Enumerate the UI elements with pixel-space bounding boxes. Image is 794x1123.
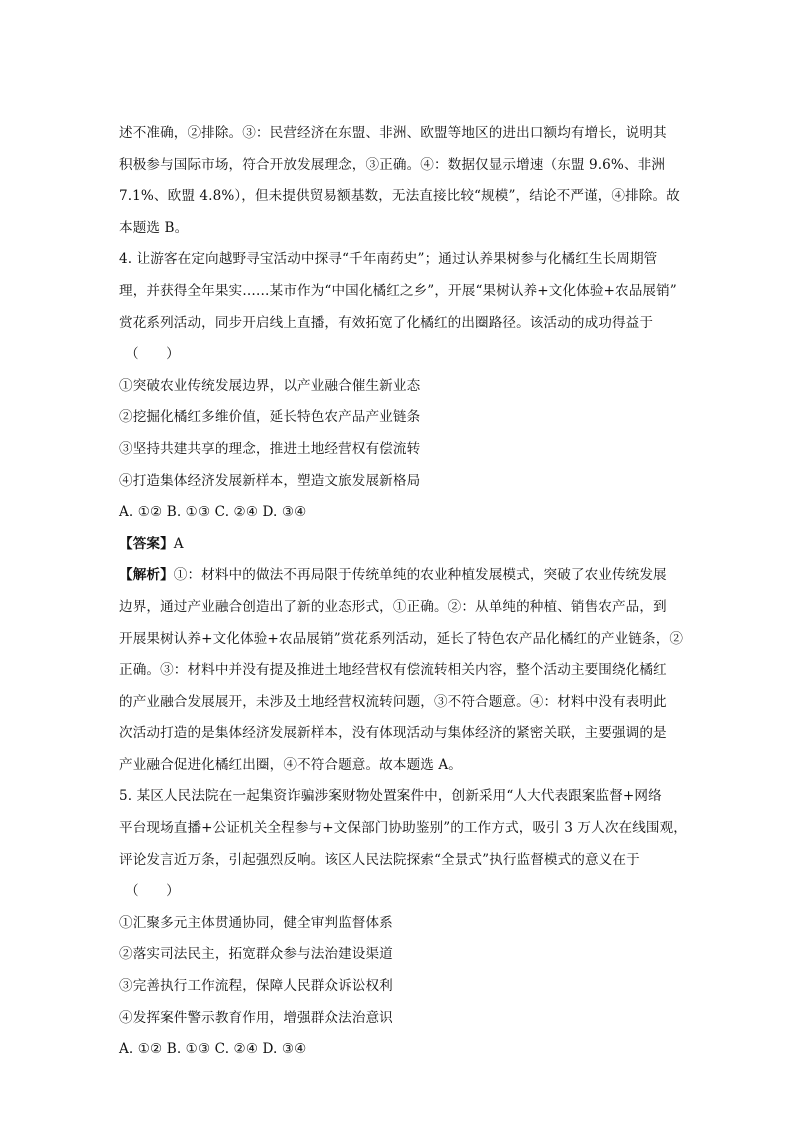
q4-option-3: ③坚持共建共享的理念，推进土地经营权有偿流转 [119, 440, 421, 457]
q3-analysis-line: 积极参与国际市场，符合开放发展理念，③正确。④：数据仅显示增速（东盟 9.6%、非洲 [119, 156, 666, 173]
answer-value: A [173, 535, 184, 552]
q4-answer [119, 529, 679, 561]
q4-option-1: ①突破农业传统发展边界，以产业融合催生新业态 [119, 377, 421, 394]
q4-option-4: ④打造集体经济发展新样本，塑造文旅发展新格局 [119, 472, 421, 489]
analysis-label: 【解析】 [119, 567, 174, 584]
q4-analysis-line: 次活动打造的是集体经济发展新样本，没有体现活动与集体经济的紧密关联，主要强调的是 [119, 725, 667, 742]
q5-option-3: ③完善执行工作流程，保障人民群众诉讼权利 [119, 978, 393, 995]
q4-option-2: ②挖掘化橘红多维价值，延长特色农产品产业链条 [119, 409, 421, 426]
q4-analysis-line: 产业融合促进化橘红出圈，④不符合题意。故本题选 A。 [119, 756, 462, 773]
q4-analysis-line: 的产业融合发展展开，未涉及土地经营权流转问题，③不符合题意。④：材料中没有表明此 [119, 693, 667, 710]
q4-analysis-line: 正确。③：材料中并没有提及推进土地经营权有偿流转相关内容，整个活动主要围绕化橘红 [119, 662, 667, 679]
q3-analysis-line: 7.1%、欧盟 4.8%），但未提供贸易额基数，无法直接比较“规模”，结论不严谨，④排除。故 [119, 188, 680, 205]
q4-stem-line: 4. 让游客在定向越野寻宝活动中探寻“千年南药史”；通过认养果树参与化橘红生长周期管 [119, 251, 658, 268]
q5-choices: A. ①② B. ①③ C. ②④ D. ③④ [119, 1041, 307, 1058]
page-content [119, 118, 687, 1066]
answer-label: 【答案】 [119, 535, 174, 552]
q4-stem-line: 理，并获得全年果实……某市作为“中国化橘红之乡”，开展“果树认养+文化体验+农品展销” [119, 282, 677, 299]
q4-blank-parens: （ ） [125, 346, 180, 363]
q4-analysis-line: 开展果树认养+文化体验+农品展销”赏花系列活动，延长了特色农产品化橘红的产业链条，② [119, 630, 684, 647]
q3-analysis-line: 本题选 B。 [119, 219, 189, 236]
q5-stem-line: 评论发言近万条，引起强烈反响。该区人民法院探索“全景式”执行监督模式的意义在于 [119, 851, 640, 868]
q5-option-2: ②落实司法民主，拓宽群众参与法治建设渠道 [119, 946, 393, 963]
q5-blank-parens: （ ） [125, 883, 180, 900]
q5-option-4: ④发挥案件警示教育作用，增强群众法治意识 [119, 1009, 393, 1026]
analysis-text: ①：材料中的做法不再局限于传统单纯的农业种植发展模式，突破了农业传统发展 [173, 567, 667, 584]
q4-stem-line: 赏花系列活动，同步开启线上直播，有效拓宽了化橘红的出圈路径。该活动的成功得益于 [119, 314, 654, 331]
q5-stem-line: 5. 某区人民法院在一起集资诈骗涉案财物处置案件中，创新采用“人大代表跟案监督+网络 [119, 788, 662, 805]
q4-choices: A. ①② B. ①③ C. ②④ D. ③④ [119, 504, 307, 521]
q4-analysis-line [119, 560, 679, 592]
q5-option-1: ①汇聚多元主体贯通协同，健全审判监督体系 [119, 914, 393, 931]
q5-stem-line: 平台现场直播+公证机关全程参与+文保部门协助鉴别”的工作方式，吸引 3 万人次在线围观， [119, 820, 687, 837]
q3-analysis-line: 述不准确，②排除。③：民营经济在东盟、非洲、欧盟等地区的进出口额均有增长，说明其 [119, 125, 667, 141]
q4-analysis-line: 边界，通过产业融合创造出了新的业态形式，①正确。②：从单纯的种植、销售农产品，到 [119, 598, 667, 615]
